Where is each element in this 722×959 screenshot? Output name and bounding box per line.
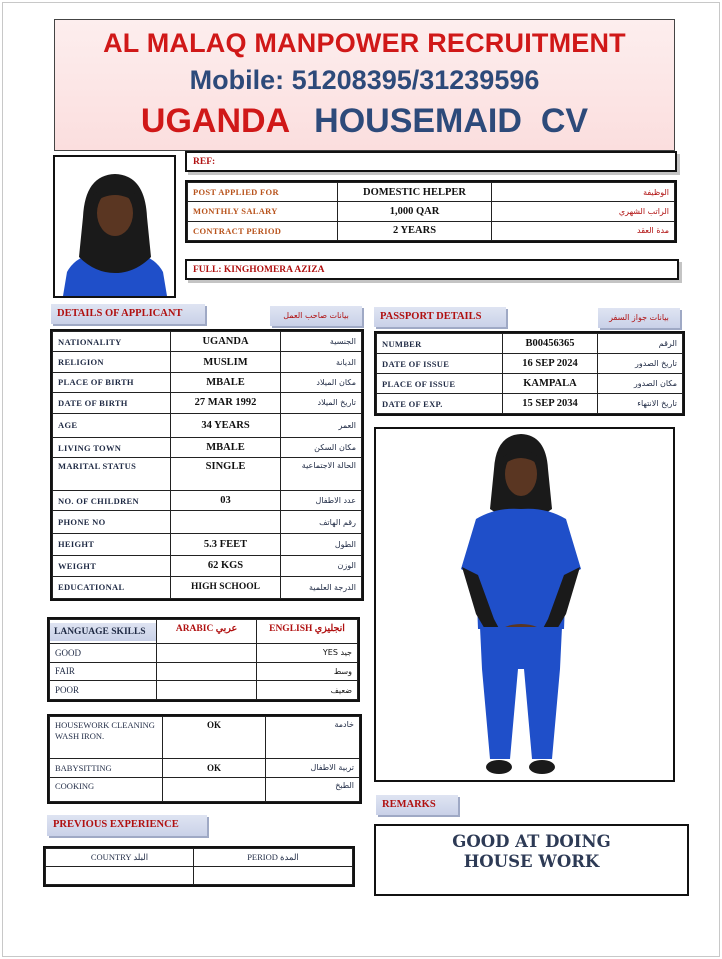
- english-column-header: ENGLISH انجليزي: [257, 620, 358, 644]
- table-row: [53, 556, 362, 576]
- weight-value: 62 KGS: [171, 556, 281, 576]
- dob-label-ar: تاريخ الميلاد: [281, 393, 362, 413]
- table-row: [377, 334, 683, 354]
- table-row: [53, 511, 362, 533]
- table-row: [53, 372, 362, 392]
- ref-label: REF:: [193, 157, 216, 167]
- children-value: 03: [171, 490, 281, 510]
- contract-label-ar: مدة العقد: [492, 221, 675, 240]
- table-row: [188, 221, 675, 240]
- birthplace-value: MBALE: [171, 372, 281, 392]
- salary-label-ar: الراتب الشهري: [492, 202, 675, 221]
- contract-label: CONTRACT PERIOD: [188, 221, 338, 240]
- birthplace-label: PLACE OF BIRTH: [53, 372, 171, 392]
- table-row: [50, 777, 360, 801]
- babysitting-value: OK: [163, 759, 266, 778]
- cv-header: [54, 19, 675, 151]
- skills-table: [47, 714, 362, 804]
- living-town-value: MBALE: [171, 437, 281, 457]
- weight-label: WEIGHT: [53, 556, 171, 576]
- phone-value: [171, 511, 281, 533]
- agency-mobile: Mobile: 51208395/31239596: [189, 65, 540, 95]
- table-row: [53, 490, 362, 510]
- table-row: [50, 681, 358, 700]
- phone-label-ar: رقم الهاتف: [281, 511, 362, 533]
- housework-label: HOUSEWORK CLEANING WASH IRON.: [50, 717, 163, 759]
- children-label: NO. OF CHILDREN: [53, 490, 171, 510]
- portrait-photo: [53, 155, 176, 298]
- applicant-table: [50, 329, 364, 601]
- issue-place-value: KAMPALA: [503, 374, 598, 394]
- babysitting-label: BABYSITTING: [50, 759, 163, 778]
- full-body-photo: [374, 427, 675, 782]
- table-row: [46, 867, 353, 885]
- education-label: EDUCATIONAL: [53, 576, 171, 599]
- cooking-value: [163, 777, 266, 801]
- nationality-label: NATIONALITY: [53, 332, 171, 352]
- babysitting-label-ar: تربية الاطفال: [266, 759, 360, 778]
- housework-value: OK: [163, 717, 266, 759]
- country-title: UGANDA: [140, 102, 291, 140]
- cooking-label-ar: الطبخ: [266, 777, 360, 801]
- arabic-poor: [157, 681, 257, 700]
- height-label-ar: الطول: [281, 533, 362, 555]
- english-good: YES جيد: [257, 644, 358, 663]
- table-row: [53, 576, 362, 599]
- issue-date-label: DATE OF ISSUE: [377, 354, 503, 374]
- table-row: [53, 352, 362, 372]
- fair-label: FAIR: [50, 662, 157, 681]
- arabic-fair: [157, 662, 257, 681]
- expiry-date-label-ar: تاريخ الانتهاء: [598, 394, 683, 414]
- religion-value: MUSLIM: [171, 352, 281, 372]
- applicant-section-title: DETAILS OF APPLICANT: [51, 304, 205, 324]
- age-label: AGE: [53, 413, 171, 437]
- cv-title: [55, 102, 674, 141]
- english-poor: ضعيف: [257, 681, 358, 700]
- issue-place-label-ar: مكان الصدور: [598, 374, 683, 394]
- language-table: [47, 617, 360, 702]
- salary-value: 1,000 QAR: [338, 202, 492, 221]
- portrait-photo-image: [55, 157, 174, 296]
- issue-date-label-ar: تاريخ الصدور: [598, 354, 683, 374]
- post-table: [185, 180, 677, 243]
- education-label-ar: الدرجة العلمية: [281, 576, 362, 599]
- religion-label-ar: الديانة: [281, 352, 362, 372]
- table-row: [50, 662, 358, 681]
- passport-section-title-ar: بيانات جواز السفر: [598, 308, 680, 328]
- issue-place-label: PLACE OF ISSUE: [377, 374, 503, 394]
- marital-label: MARITAL STATUS: [53, 458, 171, 491]
- issue-date-value: 16 SEP 2024: [503, 354, 598, 374]
- nationality-value: UGANDA: [171, 332, 281, 352]
- period-cell: [194, 867, 353, 885]
- period-column-header: PERIOD المدة: [194, 849, 353, 867]
- table-row: [53, 332, 362, 352]
- experience-table: [43, 846, 355, 887]
- post-label-ar: الوظيفة: [492, 183, 675, 202]
- post-value: DOMESTIC HELPER: [338, 183, 492, 202]
- table-row: [50, 717, 360, 759]
- dob-label: DATE OF BIRTH: [53, 393, 171, 413]
- remarks-title: REMARKS: [376, 795, 458, 815]
- dob-value: 27 MAR 1992: [171, 393, 281, 413]
- height-value: 5.3 FEET: [171, 533, 281, 555]
- table-row: [53, 437, 362, 457]
- passport-number-value: B00456365: [503, 334, 598, 354]
- passport-number-label-ar: الرقم: [598, 334, 683, 354]
- table-row: [188, 202, 675, 221]
- ref-bar: [185, 151, 677, 172]
- birthplace-label-ar: مكان الميلاد: [281, 372, 362, 392]
- height-label: HEIGHT: [53, 533, 171, 555]
- passport-table: [374, 331, 685, 416]
- post-label: POST APPLIED FOR: [188, 183, 338, 202]
- marital-label-ar: الحالة الاجتماعية: [281, 458, 362, 491]
- education-value: HIGH SCHOOL: [171, 576, 281, 599]
- table-row: [50, 620, 358, 644]
- table-row: [53, 413, 362, 437]
- table-row: [50, 644, 358, 663]
- full-body-photo-image: [376, 429, 673, 780]
- age-label-ar: العمر: [281, 413, 362, 437]
- applicant-section-title-ar: بيانات صاحب العمل: [270, 306, 362, 326]
- full-name-bar: [185, 259, 679, 280]
- table-row: [188, 183, 675, 202]
- salary-label: MONTHLY SALARY: [188, 202, 338, 221]
- table-row: [377, 374, 683, 394]
- country-column-header: COUNTRY البلد: [46, 849, 194, 867]
- passport-number-label: NUMBER: [377, 334, 503, 354]
- passport-section-title: PASSPORT DETAILS: [374, 307, 506, 327]
- weight-label-ar: الوزن: [281, 556, 362, 576]
- language-section-title: LANGUAGE SKILLS: [50, 623, 156, 641]
- experience-section-title: PREVIOUS EXPERIENCE: [47, 815, 207, 836]
- table-row: [46, 849, 353, 867]
- arabic-good: [157, 644, 257, 663]
- english-fair: وسط: [257, 662, 358, 681]
- remarks-box: [374, 824, 689, 896]
- agency-name: AL MALAQ MANPOWER RECRUITMENT: [103, 28, 626, 58]
- marital-value: SINGLE: [171, 458, 281, 491]
- table-row: [53, 393, 362, 413]
- expiry-date-value: 15 SEP 2034: [503, 394, 598, 414]
- arabic-column-header: ARABIC عربي: [157, 620, 257, 644]
- age-value: 34 YEARS: [171, 413, 281, 437]
- country-cell: [46, 867, 194, 885]
- table-row: [377, 394, 683, 414]
- religion-label: RELIGION: [53, 352, 171, 372]
- full-name: FULL: KINGHOMERA AZIZA: [193, 265, 325, 275]
- good-label: GOOD: [50, 644, 157, 663]
- table-row: [53, 533, 362, 555]
- table-row: [377, 354, 683, 374]
- table-row: [53, 458, 362, 491]
- table-row: [50, 759, 360, 778]
- living-town-label-ar: مكان السكن: [281, 437, 362, 457]
- nationality-label-ar: الجنسية: [281, 332, 362, 352]
- children-label-ar: عدد الاطفال: [281, 490, 362, 510]
- expiry-date-label: DATE OF EXP.: [377, 394, 503, 414]
- phone-label: PHONE NO: [53, 511, 171, 533]
- living-town-label: LIVING TOWN: [53, 437, 171, 457]
- housework-label-ar: خادمة: [266, 717, 360, 759]
- remarks-text: GOOD AT DOING HOUSE WORK: [452, 832, 611, 871]
- cooking-label: COOKING: [50, 777, 163, 801]
- housemaid-title: HOUSEMAID CV: [314, 102, 589, 140]
- poor-label: POOR: [50, 681, 157, 700]
- contract-value: 2 YEARS: [338, 221, 492, 240]
